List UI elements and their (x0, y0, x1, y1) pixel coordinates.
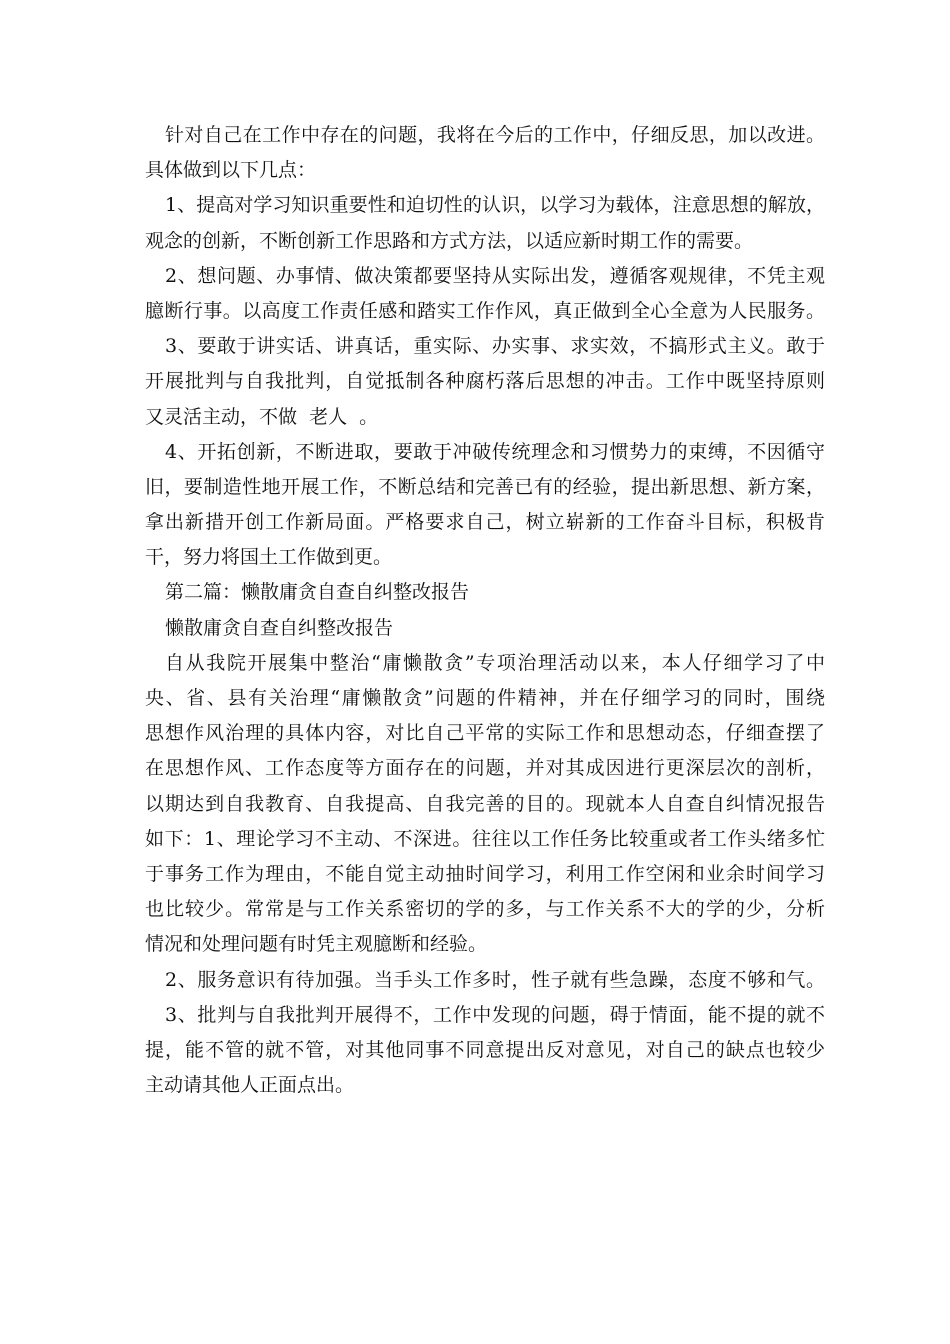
text-line: 主动请其他人正面点出。 (145, 1074, 355, 1097)
text-line: 针对自己在工作中存在的问题，我将在今后的工作中，仔细反思，加以改进。 (165, 124, 825, 146)
text-line: 2、想问题、办事情、做决策都要坚持从实际出发，遵循客观规律，不凭主观 (165, 264, 825, 287)
text-line: 臆断行事。以高度工作责任感和踏实工作作风，真正做到全心全意为人民服务。 (145, 299, 825, 322)
text-line: 如下：1、理论学习不主动、不深进。往往以工作任务比较重或者工作头绪多忙 (145, 827, 825, 850)
document-body (145, 118, 825, 1103)
text-line: 思想作风治理的具体内容，对比自己平常的实际工作和思想动态，仔细查摆了 (145, 722, 825, 745)
text-line: 观念的创新，不断创新工作思路和方式方法，以适应新时期工作的需要。 (145, 229, 754, 252)
text-line: 央、省、县有关治理“庸懒散贪”问题的件精神，并在仔细学习的同时，围绕 (145, 687, 825, 709)
text-line: 旧，要制造性地开展工作，不断总结和完善已有的经验，提出新思想、新方案， (145, 475, 825, 498)
text-line: 1、提高对学习知识重要性和迫切性的认识，以学习为载体，注意思想的解放， (165, 194, 825, 217)
text-line: 情况和处理问题有时凭主观臆断和经验。 (145, 933, 488, 956)
text-line: 在思想作风、工作态度等方面存在的问题，并对其成因进行更深层次的剖析， (145, 757, 825, 780)
text-line: 第二篇：懒散庸贪自查自纠整改报告 (165, 581, 470, 604)
text-line: 具体做到以下几点： (145, 159, 317, 182)
text-line: 以期达到自我教育、自我提高、自我完善的目的。现就本人自查自纠情况报告 (145, 792, 825, 815)
text-line: 拿出新措开创工作新局面。严格要求自己，树立崭新的工作奋斗目标，积极肯 (145, 511, 825, 534)
text-line: 又灵活主动，不做 老人 。 (145, 405, 379, 428)
text-line: 干，努力将国土工作做到更。 (145, 546, 393, 569)
text-line: 3、要敢于讲实话、讲真话，重实际、办实事、求实效，不搞形式主义。敢于 (165, 335, 825, 358)
text-line: 2、服务意识有待加强。当手头工作多时，性子就有些急躁，态度不够和气。 (165, 968, 825, 991)
text-line: 提，能不管的就不管，对其他同事不同意提出反对意见，对自己的缺点也较少 (145, 1038, 825, 1061)
text-line: 于事务工作为理由，不能自觉主动抽时间学习，利用工作空闲和业余时间学习 (145, 862, 825, 885)
text-line: 懒散庸贪自查自纠整改报告 (165, 616, 394, 639)
text-line: 自从我院开展集中整治“庸懒散贪”专项治理活动以来，本人仔细学习了中 (165, 651, 825, 674)
text-line: 也比较少。常常是与工作关系密切的学的多，与工作关系不大的学的少，分析 (145, 898, 825, 921)
text-line: 开展批判与自我批判，自觉抵制各种腐朽落后思想的冲击。工作中既坚持原则 (145, 370, 825, 393)
text-line: 4、开拓创新，不断进取，要敢于冲破传统理念和习惯势力的束缚，不因循守 (165, 440, 825, 463)
text-line: 3、批判与自我批判开展得不，工作中发现的问题，碍于情面，能不提的就不 (165, 1003, 825, 1026)
